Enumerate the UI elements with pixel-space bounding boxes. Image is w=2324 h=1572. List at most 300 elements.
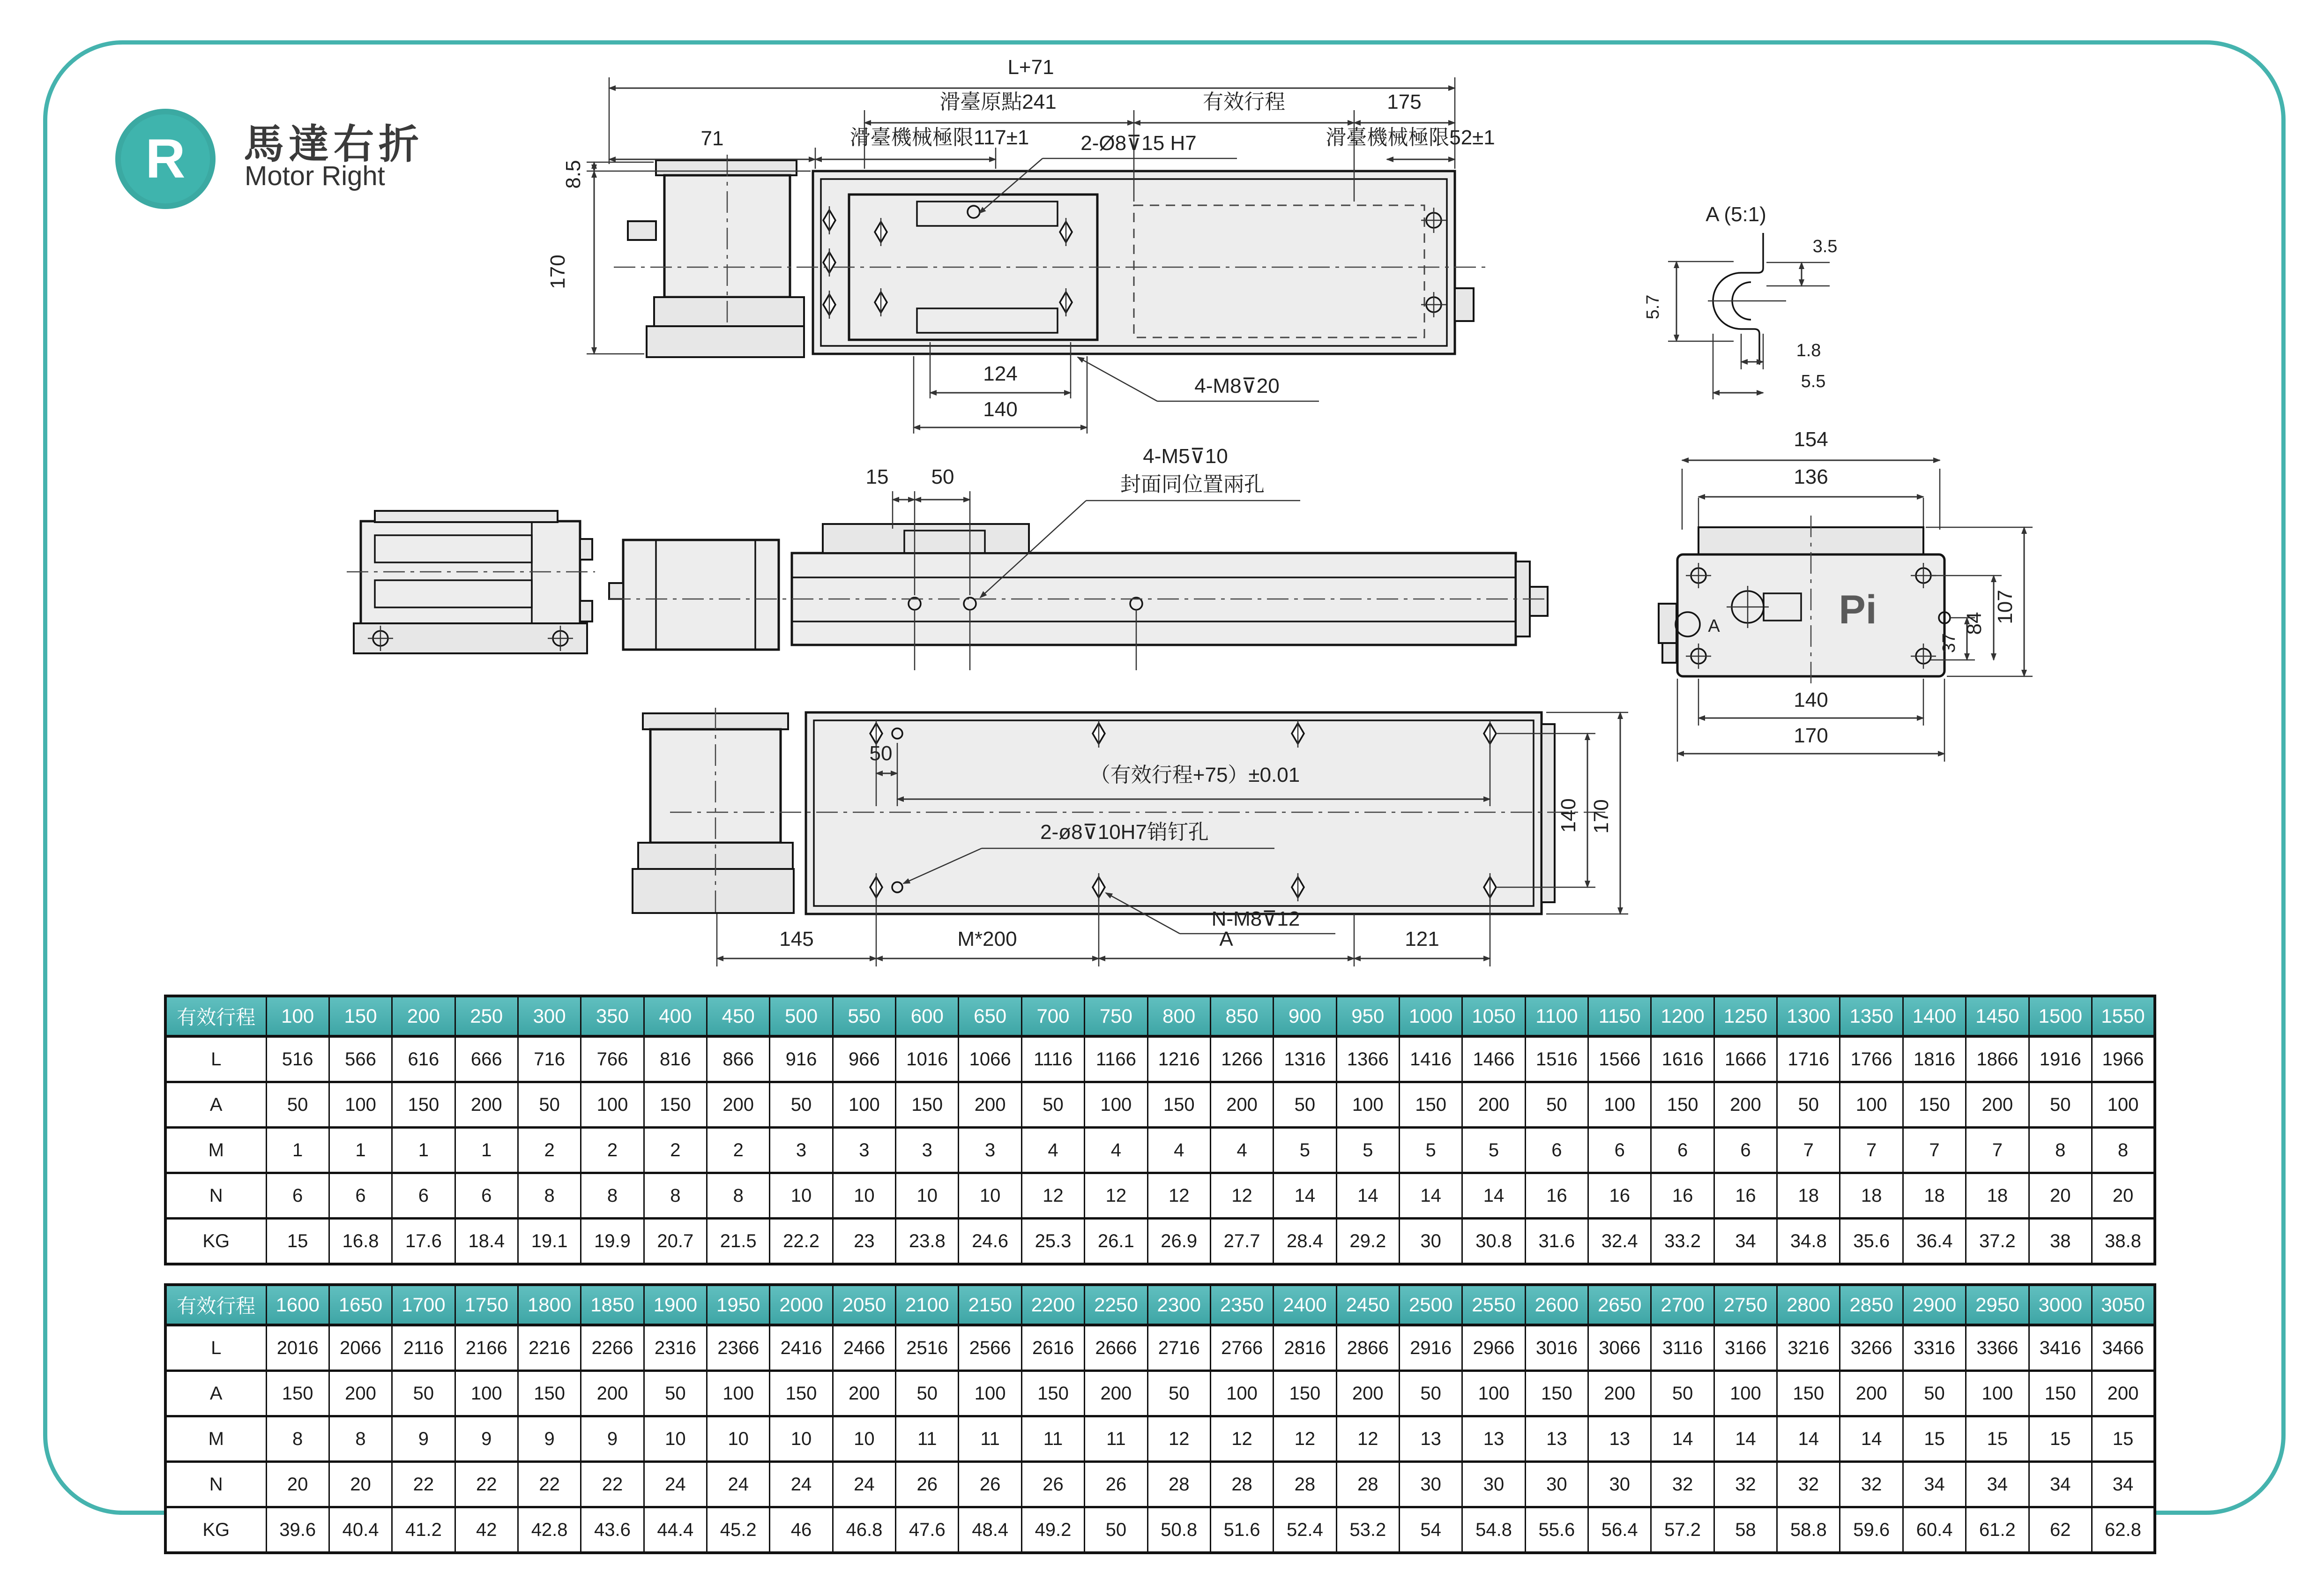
cell: 26 [959, 1462, 1021, 1507]
cell: 8 [266, 1416, 329, 1462]
badge-letter: R [145, 128, 186, 190]
cell: 150 [644, 1082, 707, 1128]
cell: 150 [896, 1082, 959, 1128]
callout-dowel-holes-top: 2-Ø8⊽15 H7 [1080, 132, 1197, 155]
cell: 2466 [833, 1325, 895, 1371]
cell: 18 [1903, 1173, 1966, 1219]
cell: 21.5 [707, 1219, 770, 1265]
col-header: 1200 [1651, 996, 1714, 1036]
cell: 33.2 [1651, 1219, 1714, 1265]
cell: 3 [959, 1128, 1021, 1173]
cell: 200 [2092, 1371, 2155, 1416]
cell: 32 [1840, 1462, 1903, 1507]
col-header: 1300 [1777, 996, 1840, 1036]
bottom-dim-m200: M*200 [957, 928, 1017, 951]
dim-170-top: 170 [546, 255, 569, 289]
cell: 966 [833, 1036, 895, 1082]
cell: 100 [329, 1082, 392, 1128]
cell: 200 [581, 1371, 644, 1416]
cell: 3 [770, 1128, 833, 1173]
cell: 10 [770, 1173, 833, 1219]
cell: 52.4 [1274, 1507, 1336, 1553]
cell: 50 [2029, 1082, 2092, 1128]
cell: 54.8 [1462, 1507, 1525, 1553]
cell: 32 [1714, 1462, 1777, 1507]
cell: 100 [1210, 1371, 1273, 1416]
cell: 14 [1777, 1416, 1840, 1462]
row-label: A [165, 1082, 266, 1128]
cell: 8 [518, 1173, 581, 1219]
cell: 32.4 [1588, 1219, 1651, 1265]
cell: 10 [896, 1173, 959, 1219]
cell: 38.8 [2092, 1219, 2155, 1265]
bottom-dim-140: 140 [1557, 798, 1580, 833]
row-label: A [165, 1371, 266, 1416]
col-header: 250 [455, 996, 518, 1036]
cell: 50 [1399, 1371, 1462, 1416]
cell: 9 [518, 1416, 581, 1462]
cell: 15 [2092, 1416, 2155, 1462]
cell: 2916 [1399, 1325, 1462, 1371]
mid-top-plate [823, 524, 1029, 553]
cell: 2216 [518, 1325, 581, 1371]
cell: 716 [518, 1036, 581, 1082]
cell: 14 [1714, 1416, 1777, 1462]
detail-dim-5p7: 5.7 [1643, 294, 1663, 320]
table-row [165, 1219, 2155, 1265]
dim-mech-limit-right: 滑臺機械極限52±1 [1326, 126, 1495, 149]
cell: 2966 [1462, 1325, 1525, 1371]
cell: 516 [266, 1036, 329, 1082]
cell: 200 [1714, 1082, 1777, 1128]
cell: 150 [518, 1371, 581, 1416]
cell: 200 [1210, 1082, 1273, 1128]
col-header: 2550 [1462, 1285, 1525, 1325]
cell: 25.3 [1021, 1219, 1084, 1265]
cell: 1566 [1588, 1036, 1651, 1082]
cell: 1666 [1714, 1036, 1777, 1082]
cell: 10 [833, 1173, 895, 1219]
cell: 58 [1714, 1507, 1777, 1553]
cell: 1366 [1336, 1036, 1399, 1082]
end-dim-140: 140 [1794, 689, 1828, 711]
cell: 1716 [1777, 1036, 1840, 1082]
cell: 50 [1085, 1507, 1147, 1553]
cell: 100 [707, 1371, 770, 1416]
row-label: M [165, 1416, 266, 1462]
cell: 150 [1525, 1371, 1588, 1416]
cell: 2 [518, 1128, 581, 1173]
cell: 50 [1147, 1371, 1210, 1416]
cell: 47.6 [896, 1507, 959, 1553]
cell: 11 [896, 1416, 959, 1462]
cell: 50 [1021, 1082, 1084, 1128]
cell: 50 [1651, 1371, 1714, 1416]
col-header: 850 [1210, 996, 1273, 1036]
cell: 24 [644, 1462, 707, 1507]
bottom-view [633, 708, 1628, 966]
cell: 57.2 [1651, 1507, 1714, 1553]
cell: 2 [644, 1128, 707, 1173]
col-header: 1100 [1525, 996, 1588, 1036]
cell: 7 [1840, 1128, 1903, 1173]
cell: 14 [1399, 1173, 1462, 1219]
cell: 5 [1399, 1128, 1462, 1173]
cell: 31.6 [1525, 1219, 1588, 1265]
cell: 24.6 [959, 1219, 1021, 1265]
cell: 44.4 [644, 1507, 707, 1553]
corner-header: 有效行程 [165, 996, 266, 1036]
cell: 30 [1525, 1462, 1588, 1507]
cell: 40.4 [329, 1507, 392, 1553]
cell: 12 [1021, 1173, 1084, 1219]
col-header: 1900 [644, 1285, 707, 1325]
cell: 1 [392, 1128, 455, 1173]
detail-dim-3p5: 3.5 [1812, 237, 1838, 256]
cell: 150 [266, 1371, 329, 1416]
cell: 34 [1903, 1462, 1966, 1507]
table-row [165, 1082, 2155, 1128]
col-header: 750 [1085, 996, 1147, 1036]
cell: 7 [1903, 1128, 1966, 1173]
col-header: 1550 [2092, 996, 2155, 1036]
cell: 12 [1147, 1416, 1210, 1462]
mid-callout-m5: 4-M5⊽10 [1143, 445, 1228, 468]
cell: 12 [1085, 1173, 1147, 1219]
col-header: 2250 [1085, 1285, 1147, 1325]
col-header: 2650 [1588, 1285, 1651, 1325]
cell: 14 [1840, 1416, 1903, 1462]
cell: 2166 [455, 1325, 518, 1371]
cell: 32 [1777, 1462, 1840, 1507]
cell: 150 [1399, 1082, 1462, 1128]
cell: 200 [1085, 1371, 1147, 1416]
cell: 62.8 [2092, 1507, 2155, 1553]
cell: 100 [1462, 1371, 1525, 1416]
cell: 12 [1210, 1416, 1273, 1462]
spec-table-strokes-1600-3050 [164, 1283, 2156, 1554]
col-header: 1250 [1714, 996, 1777, 1036]
cell: 50 [1274, 1082, 1336, 1128]
end-dim-136: 136 [1794, 465, 1828, 488]
callout-m8-holes: 4-M8⊽20 [1194, 374, 1280, 397]
cell: 3216 [1777, 1325, 1840, 1371]
cell: 1 [329, 1128, 392, 1173]
cell: 11 [1085, 1416, 1147, 1462]
col-header: 1050 [1462, 996, 1525, 1036]
cell: 6 [1714, 1128, 1777, 1173]
corner-header: 有效行程 [165, 1285, 266, 1325]
page-title: 馬達右折 [244, 122, 424, 167]
cell: 1616 [1651, 1036, 1714, 1082]
cell: 2366 [707, 1325, 770, 1371]
dim-effective-stroke: 有效行程 [1203, 90, 1285, 113]
table-row [165, 1173, 2155, 1219]
col-header: 450 [707, 996, 770, 1036]
cell: 3316 [1903, 1325, 1966, 1371]
cell: 28 [1274, 1462, 1336, 1507]
col-header: 400 [644, 996, 707, 1036]
cell: 14 [1274, 1173, 1336, 1219]
col-header: 2450 [1336, 1285, 1399, 1325]
cell: 150 [1021, 1371, 1084, 1416]
cell: 2416 [770, 1325, 833, 1371]
col-header: 2600 [1525, 1285, 1588, 1325]
cell: 5 [1274, 1128, 1336, 1173]
col-header: 2500 [1399, 1285, 1462, 1325]
col-header: 2150 [959, 1285, 1021, 1325]
cell: 1016 [896, 1036, 959, 1082]
cell: 766 [581, 1036, 644, 1082]
col-header: 1150 [1588, 996, 1651, 1036]
cell: 22.2 [770, 1219, 833, 1265]
cell: 30 [1399, 1462, 1462, 1507]
cell: 200 [455, 1082, 518, 1128]
bottom-plate [806, 712, 1542, 914]
cell: 42.8 [518, 1507, 581, 1553]
cell: 9 [455, 1416, 518, 1462]
cell: 50 [770, 1082, 833, 1128]
spec-tables [164, 995, 2156, 1572]
cell: 8 [707, 1173, 770, 1219]
dim-124: 124 [983, 362, 1018, 385]
cell: 2816 [1274, 1325, 1336, 1371]
cell: 20 [2029, 1173, 2092, 1219]
cell: 6 [1525, 1128, 1588, 1173]
cell: 34.8 [1777, 1219, 1840, 1265]
col-header: 1450 [1966, 996, 2029, 1036]
cell: 6 [1651, 1128, 1714, 1173]
cell: 24 [707, 1462, 770, 1507]
cell: 55.6 [1525, 1507, 1588, 1553]
cell: 28 [1147, 1462, 1210, 1507]
table-row [165, 1128, 2155, 1173]
cell: 16.8 [329, 1219, 392, 1265]
col-header: 950 [1336, 996, 1399, 1036]
cell: 58.8 [1777, 1507, 1840, 1553]
cell: 7 [1966, 1128, 2029, 1173]
mid-callout-note: 封面同位置兩孔 [1120, 473, 1265, 496]
cell: 2316 [644, 1325, 707, 1371]
dim-175: 175 [1387, 90, 1422, 113]
end-detail-a-label: A [1708, 616, 1720, 636]
end-dim-107: 107 [1994, 590, 2017, 624]
cell: 54 [1399, 1507, 1462, 1553]
cell: 15 [1966, 1416, 2029, 1462]
cell: 11 [959, 1416, 1021, 1462]
cell: 1466 [1462, 1036, 1525, 1082]
cell: 150 [1274, 1371, 1336, 1416]
cell: 13 [1525, 1416, 1588, 1462]
col-header: 2850 [1840, 1285, 1903, 1325]
cell: 6 [266, 1173, 329, 1219]
cell: 61.2 [1966, 1507, 2029, 1553]
cell: 200 [707, 1082, 770, 1128]
cell: 18.4 [455, 1219, 518, 1265]
motor-connector [628, 221, 656, 240]
cell: 36.4 [1903, 1219, 1966, 1265]
end-dim-84: 84 [1963, 612, 1986, 635]
cell: 14 [1336, 1173, 1399, 1219]
cell: 3416 [2029, 1325, 2092, 1371]
cell: 15 [2029, 1416, 2092, 1462]
cell: 34 [1966, 1462, 2029, 1507]
cell: 20 [329, 1462, 392, 1507]
cell: 23.8 [896, 1219, 959, 1265]
cell: 29.2 [1336, 1219, 1399, 1265]
cell: 100 [2092, 1082, 2155, 1128]
col-header: 3050 [2092, 1285, 2155, 1325]
cell: 1316 [1274, 1036, 1336, 1082]
cell: 19.1 [518, 1219, 581, 1265]
cell: 816 [644, 1036, 707, 1082]
cell: 14 [1651, 1416, 1714, 1462]
bottom-callout-nm8: N-M8⊽12 [1211, 907, 1300, 930]
cell: 4 [1085, 1128, 1147, 1173]
table-row [165, 1507, 2155, 1553]
col-header: 1650 [329, 1285, 392, 1325]
cell: 2516 [896, 1325, 959, 1371]
cell: 19.9 [581, 1219, 644, 1265]
cell: 12 [1147, 1173, 1210, 1219]
cell: 3066 [1588, 1325, 1651, 1371]
cell: 4 [1147, 1128, 1210, 1173]
cell: 22 [518, 1462, 581, 1507]
cell: 10 [959, 1173, 1021, 1219]
col-header: 200 [392, 996, 455, 1036]
cell: 45.2 [707, 1507, 770, 1553]
cell: 1 [266, 1128, 329, 1173]
cell: 15 [266, 1219, 329, 1265]
cell: 1766 [1840, 1036, 1903, 1082]
cell: 30.8 [1462, 1219, 1525, 1265]
col-header: 2900 [1903, 1285, 1966, 1325]
cell: 3466 [2092, 1325, 2155, 1371]
end-dim-154: 154 [1794, 428, 1828, 451]
row-label: L [165, 1036, 266, 1082]
cell: 50.8 [1147, 1507, 1210, 1553]
cell: 100 [1966, 1371, 2029, 1416]
col-header: 350 [581, 996, 644, 1036]
cell: 100 [959, 1371, 1021, 1416]
cell: 1516 [1525, 1036, 1588, 1082]
table-row [165, 1036, 2155, 1082]
cell: 50 [896, 1371, 959, 1416]
cell: 10 [644, 1416, 707, 1462]
cell: 3 [896, 1128, 959, 1173]
top-view [546, 56, 1495, 434]
cell: 1866 [1966, 1036, 2029, 1082]
cell: 28 [1336, 1462, 1399, 1507]
cell: 200 [1588, 1371, 1651, 1416]
cell: 22 [392, 1462, 455, 1507]
motor-bracket [647, 326, 804, 357]
motor-flange [654, 297, 804, 326]
cell: 34 [1714, 1219, 1777, 1265]
cell: 866 [707, 1036, 770, 1082]
cell: 24 [833, 1462, 895, 1507]
cell: 150 [1147, 1082, 1210, 1128]
bottom-dim-stroke-tol: （有效行程+75）±0.01 [1089, 764, 1300, 786]
cell: 150 [770, 1371, 833, 1416]
cell: 2666 [1085, 1325, 1147, 1371]
col-header: 300 [518, 996, 581, 1036]
cell: 8 [329, 1416, 392, 1462]
col-header: 1800 [518, 1285, 581, 1325]
cell: 150 [2029, 1371, 2092, 1416]
end-dim-170: 170 [1794, 724, 1828, 747]
cell: 2566 [959, 1325, 1021, 1371]
cell: 6 [392, 1173, 455, 1219]
cell: 34 [2029, 1462, 2092, 1507]
cell: 200 [959, 1082, 1021, 1128]
cell: 17.6 [392, 1219, 455, 1265]
cell: 28 [1210, 1462, 1273, 1507]
col-header: 650 [959, 996, 1021, 1036]
cell: 38 [2029, 1219, 2092, 1265]
cell: 666 [455, 1036, 518, 1082]
cell: 1416 [1399, 1036, 1462, 1082]
cell: 8 [2092, 1128, 2155, 1173]
cell: 20.7 [644, 1219, 707, 1265]
cell: 150 [392, 1082, 455, 1128]
cell: 16 [1588, 1173, 1651, 1219]
bottom-dim-a: A [1219, 928, 1233, 951]
cell: 14 [1462, 1173, 1525, 1219]
cell: 24 [770, 1462, 833, 1507]
cell: 2766 [1210, 1325, 1273, 1371]
cell: 50 [518, 1082, 581, 1128]
spec-table [164, 995, 2156, 1265]
cell: 50 [644, 1371, 707, 1416]
col-header: 1000 [1399, 996, 1462, 1036]
cell: 616 [392, 1036, 455, 1082]
dim-71: 71 [700, 127, 724, 150]
col-header: 2350 [1210, 1285, 1273, 1325]
cell: 200 [1336, 1371, 1399, 1416]
col-header: 1350 [1840, 996, 1903, 1036]
cell: 46 [770, 1507, 833, 1553]
cell: 2066 [329, 1325, 392, 1371]
detail-dim-5p5: 5.5 [1801, 372, 1826, 391]
cell: 2616 [1021, 1325, 1084, 1371]
cell: 2116 [392, 1325, 455, 1371]
cell: 200 [1840, 1371, 1903, 1416]
cell: 16 [1525, 1173, 1588, 1219]
cell: 2016 [266, 1325, 329, 1371]
cell: 50 [1777, 1082, 1840, 1128]
col-header: 1750 [455, 1285, 518, 1325]
cell: 100 [1840, 1082, 1903, 1128]
cell: 200 [329, 1371, 392, 1416]
motor-cap [656, 160, 797, 175]
cell: 3016 [1525, 1325, 1588, 1371]
cell: 100 [1336, 1082, 1399, 1128]
cell: 100 [1714, 1371, 1777, 1416]
cell: 1216 [1147, 1036, 1210, 1082]
cell: 1966 [2092, 1036, 2155, 1082]
cell: 3166 [1714, 1325, 1777, 1371]
cell: 46.8 [833, 1507, 895, 1553]
cell: 16 [1651, 1173, 1714, 1219]
cell: 4 [1021, 1128, 1084, 1173]
row-label: M [165, 1128, 266, 1173]
cell: 4 [1210, 1128, 1273, 1173]
cell: 30 [1588, 1462, 1651, 1507]
cell: 6 [329, 1173, 392, 1219]
col-header: 2400 [1274, 1285, 1336, 1325]
col-header: 2200 [1021, 1285, 1084, 1325]
